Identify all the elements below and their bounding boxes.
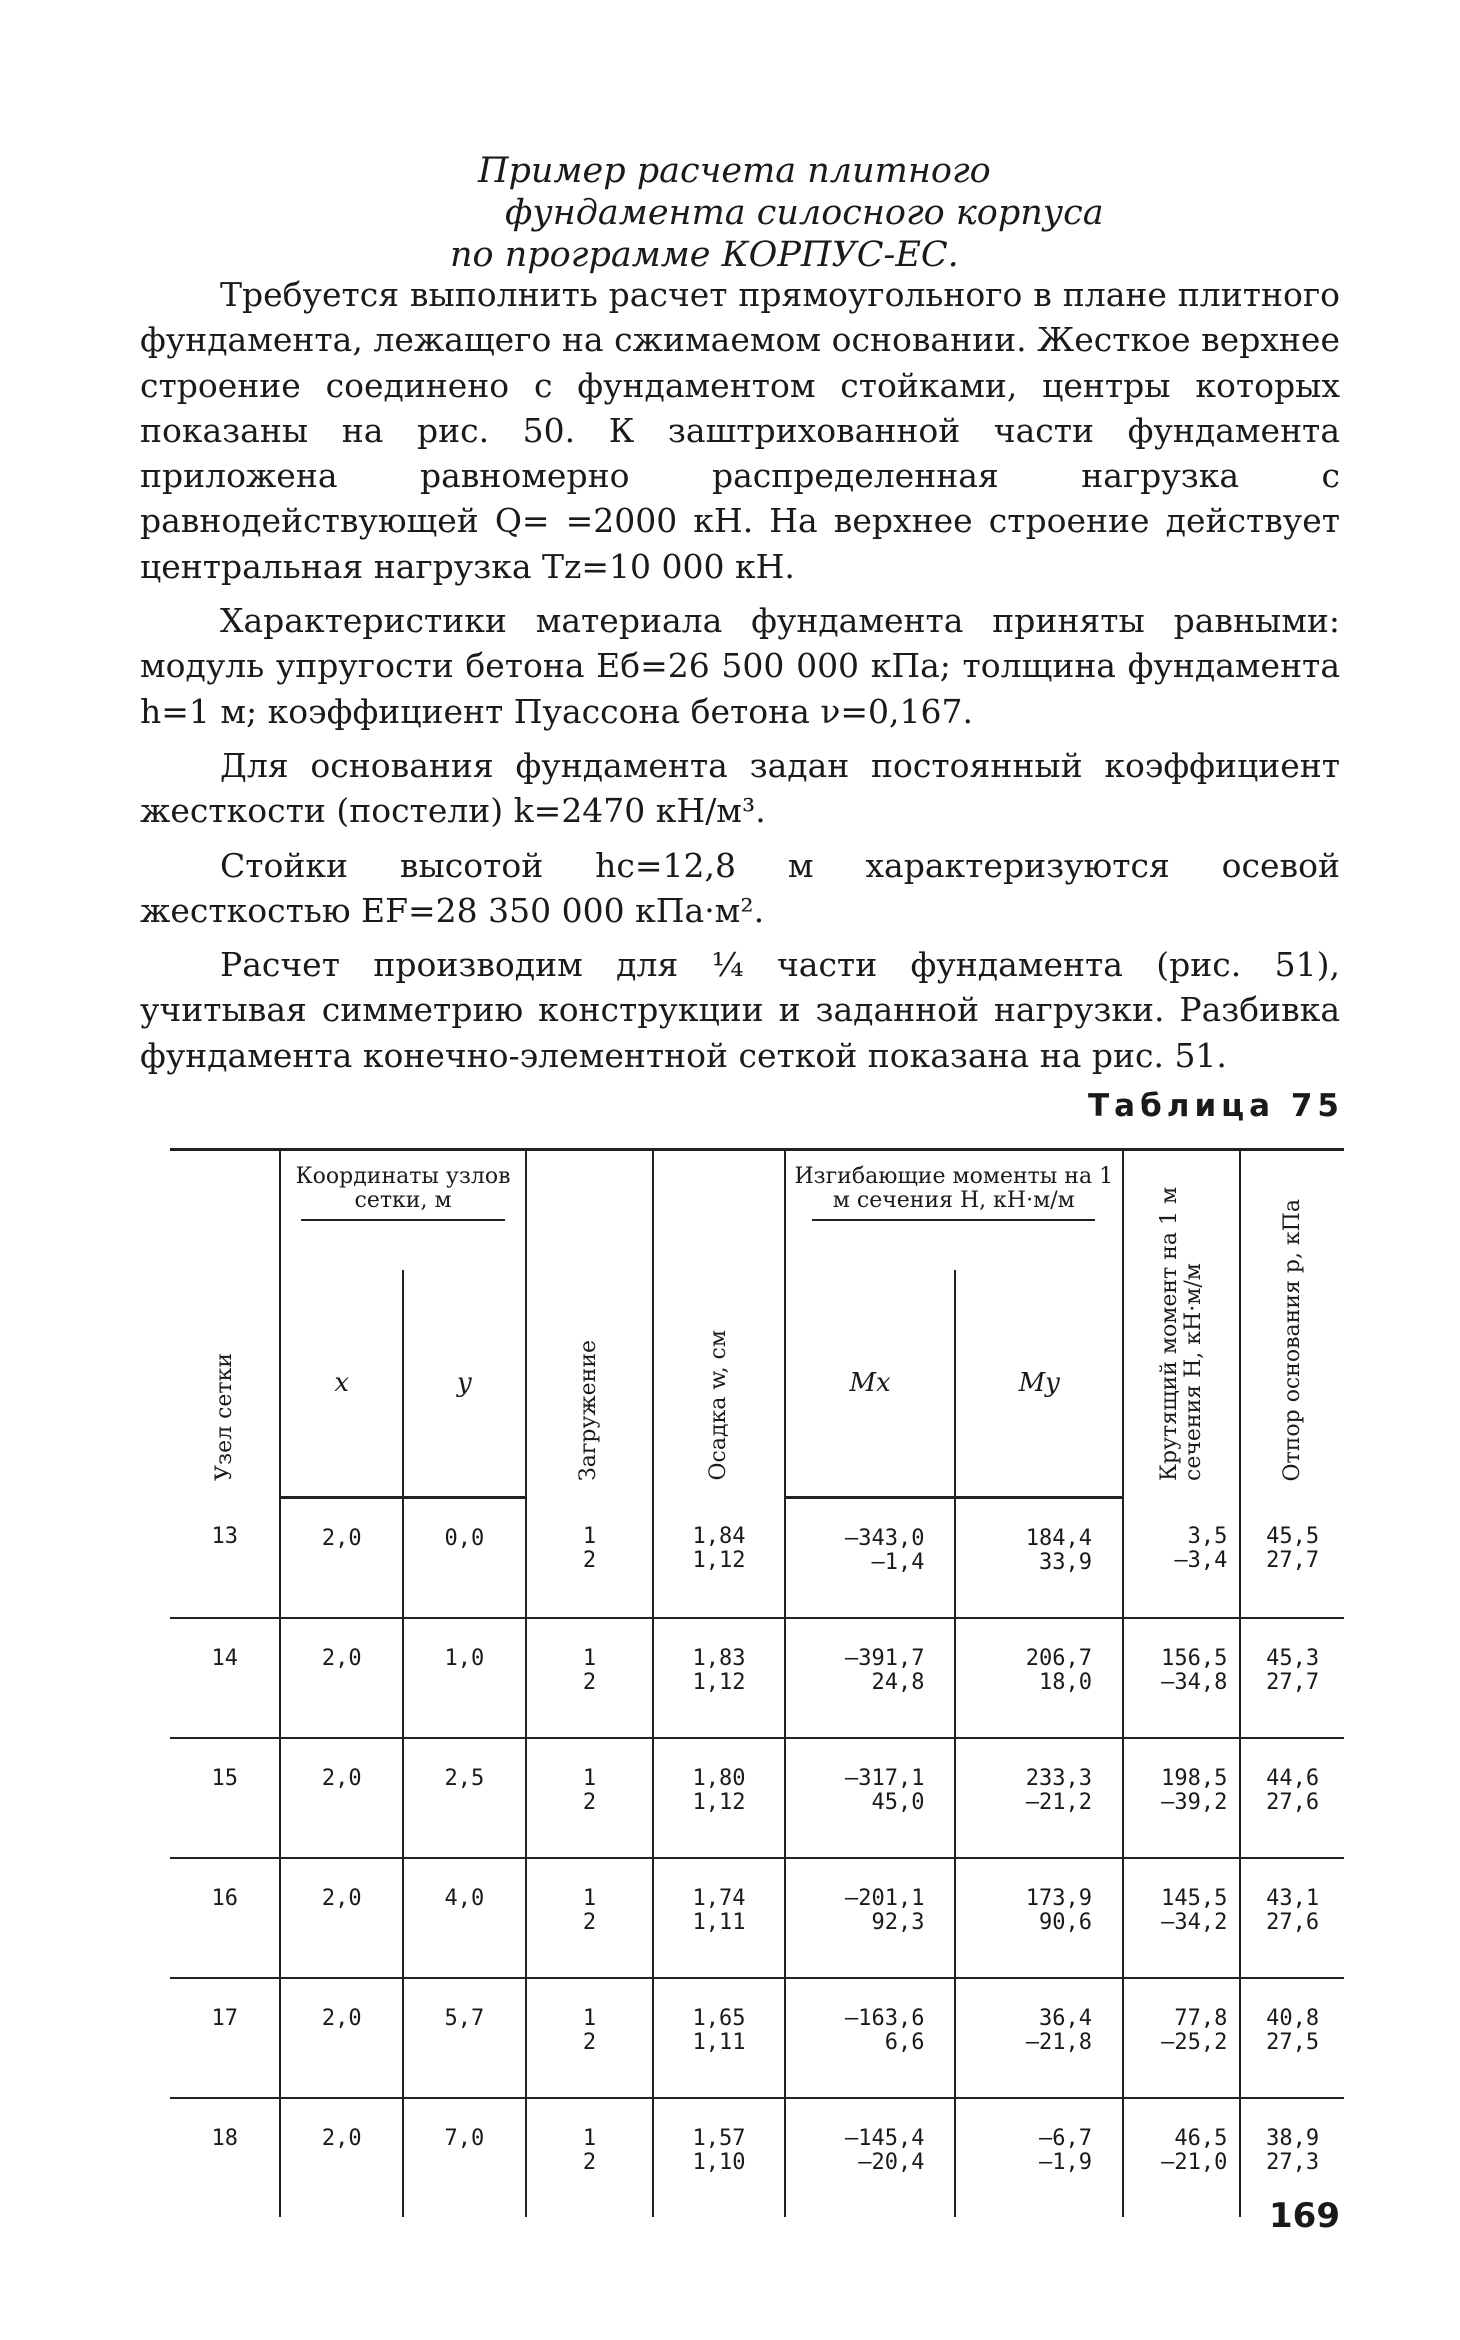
cell-node: 13 <box>170 1497 280 1618</box>
cell-torque: 145,5 —34,2 <box>1123 1858 1240 1978</box>
header-mx: Mx <box>785 1270 956 1497</box>
header-my: My <box>955 1270 1122 1497</box>
title-line-1: Пример расчета плитного <box>478 151 991 191</box>
table-caption: Таблица 75 <box>1088 1088 1344 1124</box>
cell-my: 206,7 18,0 <box>955 1618 1122 1738</box>
results-table <box>170 1148 1344 2217</box>
cell-node: 16 <box>170 1858 280 1978</box>
cell-torque: 198,5 —39,2 <box>1123 1738 1240 1858</box>
cell-x: 2,0 <box>280 1738 403 1858</box>
cell-y: 4,0 <box>403 1858 526 1978</box>
cell-loading: 1 2 <box>526 1858 654 1978</box>
cell-x: 2,0 <box>280 1978 403 2098</box>
cell-mx: —163,6 6,6 <box>785 1978 956 2098</box>
title-line-2: фундамента силосного корпуса <box>505 193 1104 233</box>
cell-reaction: 45,3 27,7 <box>1240 1618 1344 1738</box>
cell-mx: —317,1 45,0 <box>785 1738 956 1858</box>
header-settlement: Осадка w, см <box>653 1150 784 1498</box>
cell-my: 173,9 90,6 <box>955 1858 1122 1978</box>
cell-y: 5,7 <box>403 1978 526 2098</box>
cell-torque: 156,5 —34,8 <box>1123 1618 1240 1738</box>
table-row <box>170 1497 1344 1618</box>
cell-reaction: 43,1 27,6 <box>1240 1858 1344 1978</box>
cell-my: 233,3 —21,2 <box>955 1738 1122 1858</box>
paragraph-material: Характеристики материала фундамента приняты равными: модуль упругости бетона Eб=26 500 000 кПа; толщина фундамента h=1 м; коэффициент Пуассона бетона ν=0,167. <box>140 601 1340 731</box>
table-row <box>170 1978 1344 2098</box>
header-torque: Крутящий момент на 1 м сечения H, кН·м/м <box>1123 1150 1240 1498</box>
cell-node: 18 <box>170 2098 280 2217</box>
cell-torque: 3,5 —3,4 <box>1123 1497 1240 1618</box>
table-row <box>170 2098 1344 2217</box>
table-row <box>170 1618 1344 1738</box>
cell-mx: —145,4 —20,4 <box>785 2098 956 2217</box>
cell-loading: 1 2 <box>526 1978 654 2098</box>
cell-reaction: 40,8 27,5 <box>1240 1978 1344 2098</box>
paragraph-task: Требуется выполнить расчет прямоугольного в плане плитного фундамента, лежащего на сжимаемом основании. Жесткое верхнее строение соединено с фундаментом стойками, центры которых показаны на рис. 50. К заштрихованной части фундамента приложена равномерно распределенная нагрузка с равнодействующей Q= =2000 кН. На верхнее строение действует центральная нагрузка Tz=10 000 кН. <box>140 275 1340 586</box>
cell-x: 2,0 <box>280 2098 403 2217</box>
cell-settlement: 1,84 1,12 <box>653 1497 784 1618</box>
cell-loading: 1 2 <box>526 2098 654 2217</box>
cell-mx: —201,1 92,3 <box>785 1858 956 1978</box>
cell-reaction: 44,6 27,6 <box>1240 1738 1344 1858</box>
paragraph-base: Для основания фундамента задан постоянный коэффициент жесткости (постели) k=2470 кН/м³. <box>140 745 1340 831</box>
cell-settlement: 1,80 1,12 <box>653 1738 784 1858</box>
cell-x: 2,0 <box>280 1618 403 1738</box>
cell-reaction: 45,5 27,7 <box>1240 1497 1344 1618</box>
cell-node: 14 <box>170 1618 280 1738</box>
cell-settlement: 1,65 1,11 <box>653 1978 784 2098</box>
header-node: Узел сетки <box>170 1150 280 1498</box>
paragraph-calculation: Расчет производим для ¼ части фундамента (рис. 51), учитывая симметрию конструкции и заданной нагрузки. Разбивка фундамента конечно-элементной сеткой показана на рис. 51. <box>140 945 1340 1075</box>
cell-torque: 46,5 —21,0 <box>1123 2098 1240 2217</box>
cell-settlement: 1,83 1,12 <box>653 1618 784 1738</box>
cell-mx: —343,0 —1,4 <box>785 1497 956 1618</box>
cell-torque: 77,8 —25,2 <box>1123 1978 1240 2098</box>
cell-loading: 1 2 <box>526 1618 654 1738</box>
header-y: y <box>403 1270 526 1497</box>
cell-mx: —391,7 24,8 <box>785 1618 956 1738</box>
paragraph-columns: Стойки высотой hc=12,8 м характеризуются осевой жесткостью EF=28 350 000 кПа·м². <box>140 845 1340 930</box>
cell-x: 2,0 <box>280 1858 403 1978</box>
cell-y: 2,5 <box>403 1738 526 1858</box>
body-text <box>140 272 1340 1078</box>
cell-my: —6,7 —1,9 <box>955 2098 1122 2217</box>
cell-y: 0,0 <box>403 1497 526 1618</box>
cell-settlement: 1,74 1,11 <box>653 1858 784 1978</box>
cell-reaction: 38,9 27,3 <box>1240 2098 1344 2217</box>
cell-loading: 1 2 <box>526 1497 654 1618</box>
table-body <box>170 1497 1344 2217</box>
header-coords: Координаты узлов сетки, м <box>280 1150 525 1270</box>
cell-my: 184,4 33,9 <box>955 1497 1122 1618</box>
title-line-3: по программе КОРПУС-ЕС. <box>450 235 959 275</box>
table-row <box>170 1858 1344 1978</box>
page-number: 169 <box>1269 2196 1340 2236</box>
section-title <box>450 150 1150 276</box>
header-x: x <box>280 1270 403 1497</box>
cell-settlement: 1,57 1,10 <box>653 2098 784 2217</box>
cell-x: 2,0 <box>280 1497 403 1618</box>
header-reaction: Отпор основания p, кПа <box>1240 1150 1344 1498</box>
header-moments: Изгибающие моменты на 1 м сечения H, кН·м/м <box>785 1150 1123 1270</box>
table-row <box>170 1738 1344 1858</box>
cell-loading: 1 2 <box>526 1738 654 1858</box>
cell-node: 17 <box>170 1978 280 2098</box>
cell-y: 1,0 <box>403 1618 526 1738</box>
cell-my: 36,4 —21,8 <box>955 1978 1122 2098</box>
cell-y: 7,0 <box>403 2098 526 2217</box>
cell-node: 15 <box>170 1738 280 1858</box>
header-loading: Загружение <box>526 1150 654 1498</box>
